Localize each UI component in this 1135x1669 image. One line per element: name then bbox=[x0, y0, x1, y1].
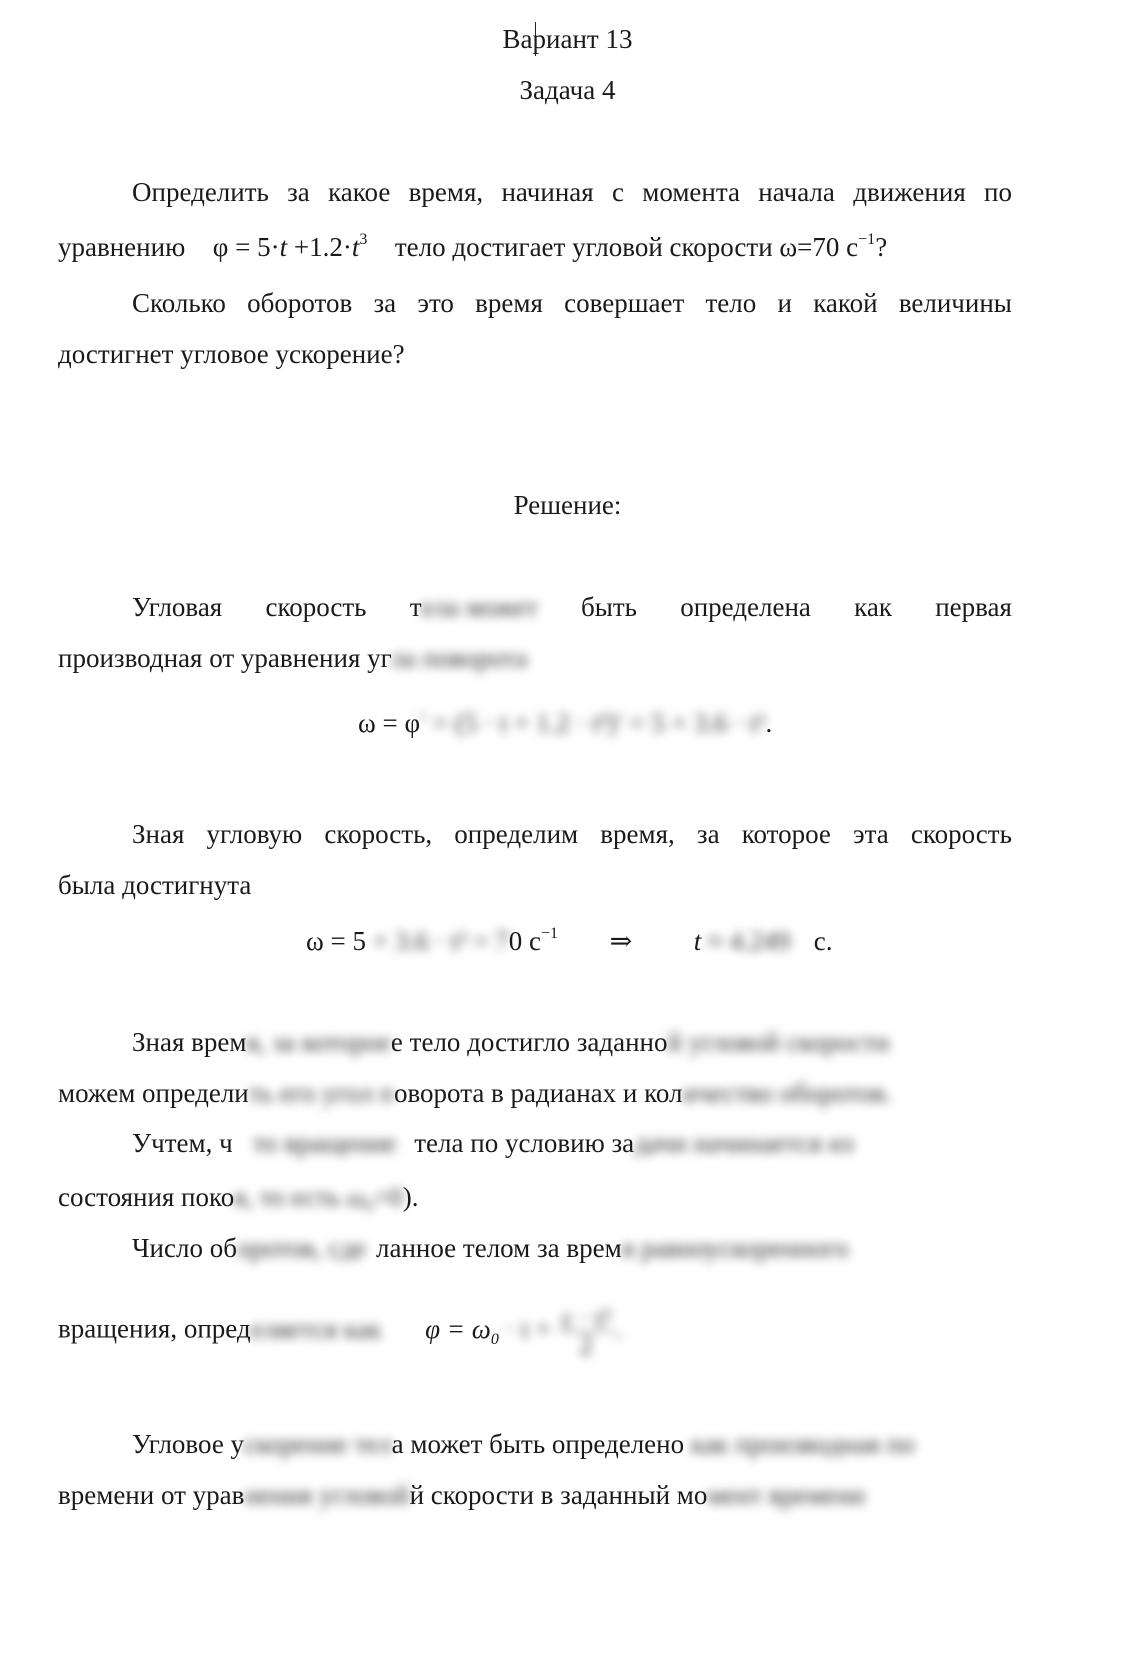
word: время bbox=[475, 288, 543, 318]
problem-line-4: достигнет угловое ускорение? bbox=[58, 339, 405, 369]
word: момента bbox=[642, 177, 740, 207]
word: движения bbox=[853, 177, 966, 207]
para5-line-2: вращения, определяется как $\varphi = \omega_0 \cdot t$ + $\frac{\text{ε · t²}}{2}$ . bbox=[58, 1303, 622, 1360]
para2-line-1 bbox=[132, 817, 1012, 851]
equation-omega-derivative: ω = φ′ = (5 · t + 1.2 · t³)′ = 5 + 3.6 · t². bbox=[358, 708, 773, 738]
word: и bbox=[777, 288, 792, 318]
word: за bbox=[696, 819, 720, 849]
word: время, bbox=[408, 177, 484, 207]
word: совершает bbox=[564, 288, 685, 318]
word: Зная bbox=[132, 819, 185, 849]
para4-line-1: Учтем, ч то вращение тела по условию задачи начинается из bbox=[132, 1128, 854, 1158]
word: какое bbox=[328, 177, 391, 207]
word: скорость bbox=[910, 819, 1012, 849]
word: какой bbox=[813, 288, 878, 318]
equation-time: ω = 5 + 3.6 · t² = 70 $с^{-1}$ ⇒ t ≈ 4.249 с. bbox=[306, 925, 833, 956]
para4-line-2: состояния покоя, то есть ω₀=0). bbox=[58, 1182, 419, 1212]
word: за bbox=[373, 288, 397, 318]
para1-line-2: производная от уравнения угла поворота bbox=[58, 643, 528, 673]
word: это bbox=[417, 288, 454, 318]
word: которое bbox=[741, 819, 831, 849]
variant-title: Вариант 13 bbox=[502, 24, 633, 54]
para1-line-1: Угловая скорость тела может быть определена как первая bbox=[132, 592, 1012, 622]
word: по bbox=[984, 177, 1012, 207]
problem-suffix: тело достигает угловой скорости ω=70 с bbox=[394, 232, 859, 262]
problem-line-2: уравнению $\varphi = 5\cdot t +1.2\cdot t^3$ тело достигает угловой скорости ω=70 $с^{-1}$? bbox=[58, 231, 888, 262]
word: начала bbox=[758, 177, 835, 207]
word: скорость, bbox=[324, 819, 433, 849]
word: тело bbox=[705, 288, 757, 318]
word: с bbox=[611, 177, 624, 207]
word: Сколько bbox=[132, 288, 226, 318]
revolutions-formula: $\varphi = \omega_0$ bbox=[425, 1313, 499, 1348]
word: начиная bbox=[501, 177, 594, 207]
problem-line-1 bbox=[132, 175, 1012, 209]
solution-heading: Решение: bbox=[513, 490, 622, 520]
fraction: $\frac{\text{ε · t²}}{2}$ bbox=[558, 1305, 615, 1358]
word: оборотов bbox=[247, 288, 353, 318]
para6-line-1: Угловое ускорение тела может быть определено как производная по bbox=[132, 1429, 915, 1459]
problem-line-3 bbox=[132, 286, 1012, 320]
word: эта bbox=[853, 819, 889, 849]
word: определим bbox=[454, 819, 579, 849]
para5-line-1: Число оборотов, сде ланное телом за время равноускоренного bbox=[132, 1233, 849, 1263]
word: Определить bbox=[132, 177, 269, 207]
word: время, bbox=[600, 819, 675, 849]
task-title: Задача 4 bbox=[519, 75, 616, 105]
word: угловую bbox=[206, 819, 303, 849]
para2-line-2: была достигнута bbox=[58, 870, 252, 900]
problem-formula: $\varphi = 5\cdot t +1.2\cdot t^3$ bbox=[212, 231, 368, 262]
para6-line-2: времени от уравнения угловойй скорости в заданный момент времени bbox=[58, 1480, 866, 1510]
para3-line-2: можем определить его угол поворота в радианах и количество оборотов. bbox=[58, 1078, 892, 1108]
para3-line-1: Зная время, за котороее тело достигло заданной угловой скорости bbox=[132, 1027, 890, 1057]
implies-arrow: ⇒ bbox=[609, 926, 633, 956]
word: за bbox=[287, 177, 310, 207]
word: величины bbox=[898, 288, 1012, 318]
problem-prefix: уравнению bbox=[58, 232, 186, 262]
